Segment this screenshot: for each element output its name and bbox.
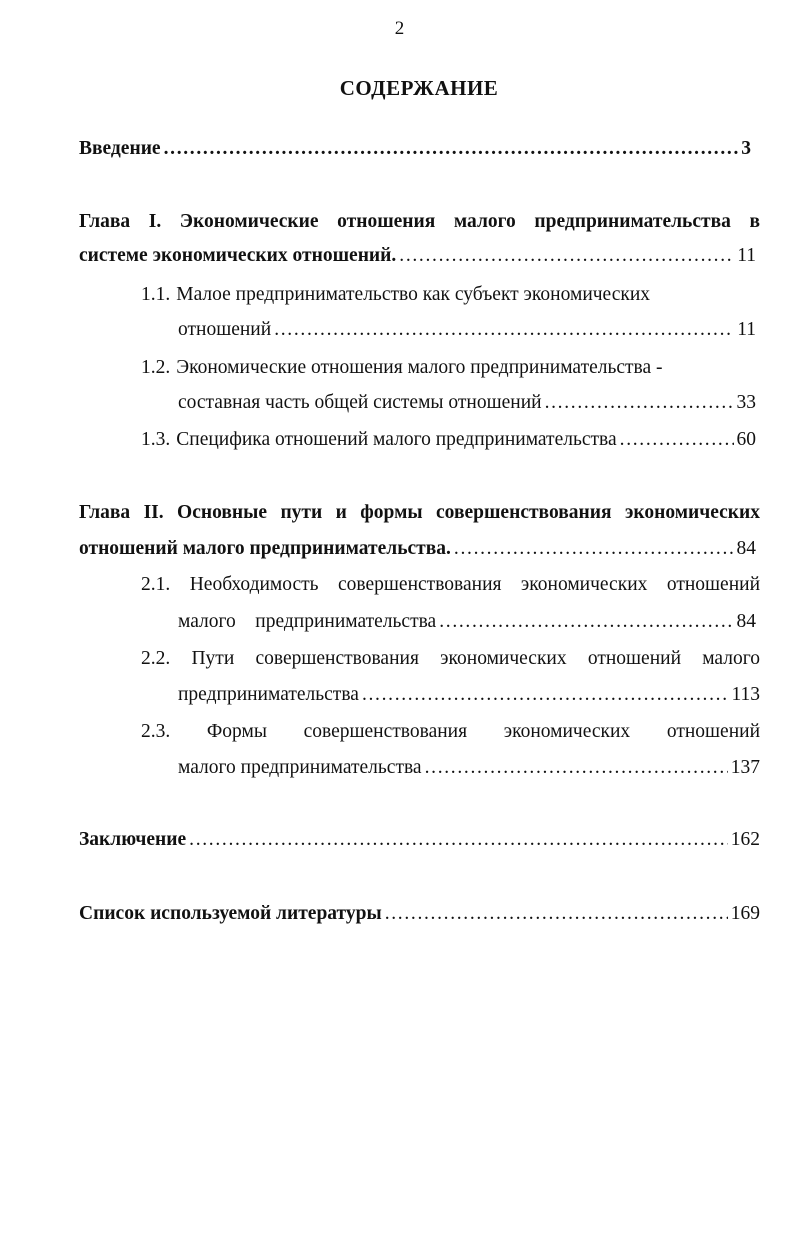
toc-entry-page: 162 — [730, 829, 760, 850]
toc-section-2-2-line2[interactable] — [178, 682, 760, 708]
dot-leader — [425, 755, 728, 781]
toc-entry-label: Экономические отношения малого предпринимательства - — [176, 357, 663, 378]
dot-leader — [545, 390, 734, 416]
toc-entry-label: составная часть общей системы отношений — [178, 392, 542, 413]
toc-section-1-1-line2[interactable] — [178, 317, 756, 343]
toc-entry-bibliography[interactable] — [79, 901, 760, 927]
toc-section-number: 2.3. — [141, 721, 171, 742]
toc-section-2-1-line1[interactable] — [141, 572, 760, 598]
toc-title: СОДЕРЖАНИЕ — [339, 76, 499, 100]
toc-entry-conclusion[interactable] — [79, 827, 760, 853]
dot-leader — [274, 317, 734, 343]
page-number: 2 — [394, 18, 405, 39]
toc-entry-label: Введение — [79, 138, 161, 159]
toc-entry-page: 33 — [736, 392, 756, 413]
toc-entry-page: 137 — [730, 757, 760, 778]
toc-entry-intro[interactable] — [79, 136, 751, 162]
toc-section-number: 1.3. — [141, 429, 171, 450]
toc-entry-label: предпринимательства — [178, 684, 359, 705]
toc-entry-label: Список используемой литературы — [79, 903, 382, 924]
toc-section-2-3-line2[interactable] — [178, 755, 760, 781]
toc-entry-label: отношений — [178, 319, 272, 340]
toc-entry-page: 84 — [736, 611, 756, 632]
toc-section-2-2-line1[interactable] — [141, 646, 760, 672]
dot-leader — [385, 901, 728, 927]
toc-entry-page: 3 — [741, 138, 751, 159]
toc-section-2-3-line1[interactable] — [141, 719, 760, 745]
toc-chapter-2-line2[interactable] — [79, 536, 756, 562]
dot-leader — [164, 136, 739, 162]
toc-entry-label: Специфика отношений малого предпринимательства — [176, 429, 617, 450]
toc-section-number: 2.1. — [141, 574, 171, 595]
toc-section-1-2-line2[interactable] — [178, 390, 756, 416]
toc-section-1-1-line1[interactable] — [141, 282, 650, 308]
toc-entry-label: малого предпринимательства — [178, 611, 437, 632]
dot-leader — [454, 536, 734, 562]
toc-section-1-2-line1[interactable] — [141, 355, 663, 381]
toc-entry-page: 11 — [737, 319, 756, 340]
toc-section-number: 1.1. — [141, 284, 171, 305]
dot-leader — [189, 827, 728, 853]
dot-leader — [362, 682, 729, 708]
toc-entry-label: системе экономических отношений. — [79, 245, 397, 266]
toc-entry-page: 113 — [731, 684, 760, 705]
toc-entry-label: Необходимость совершенствования экономических отношений — [189, 574, 761, 595]
toc-entry-label: Заключение — [79, 829, 187, 850]
dot-leader — [620, 427, 734, 453]
toc-chapter-2-line1[interactable]: Глава II. Основные пути и формы совершенствования экономических — [79, 502, 760, 523]
toc-entry-label: Формы совершенствования экономических отношений — [206, 721, 761, 742]
toc-entry-page: 60 — [736, 429, 756, 450]
dot-leader — [439, 609, 733, 635]
toc-entry-label: малого предпринимательства — [178, 757, 422, 778]
toc-entry-page: 84 — [736, 538, 756, 559]
dot-leader — [399, 243, 734, 269]
toc-section-number: 1.2. — [141, 357, 171, 378]
toc-section-2-1-line2[interactable] — [178, 609, 756, 635]
toc-entry-label: Малое предпринимательство как субъект экономических — [176, 284, 651, 305]
toc-chapter-1-line1[interactable]: Глава I. Экономические отношения малого предпринимательства в — [79, 211, 760, 232]
toc-entry-label: отношений малого предпринимательства. — [79, 538, 451, 559]
toc-chapter-1-line2[interactable] — [79, 243, 756, 269]
toc-section-1-3[interactable] — [141, 427, 756, 453]
toc-entry-label: Пути совершенствования экономических отношений малого — [191, 648, 760, 669]
toc-entry-page: 169 — [730, 903, 760, 924]
toc-entry-page: 11 — [737, 245, 756, 266]
toc-section-number: 2.2. — [141, 648, 171, 669]
